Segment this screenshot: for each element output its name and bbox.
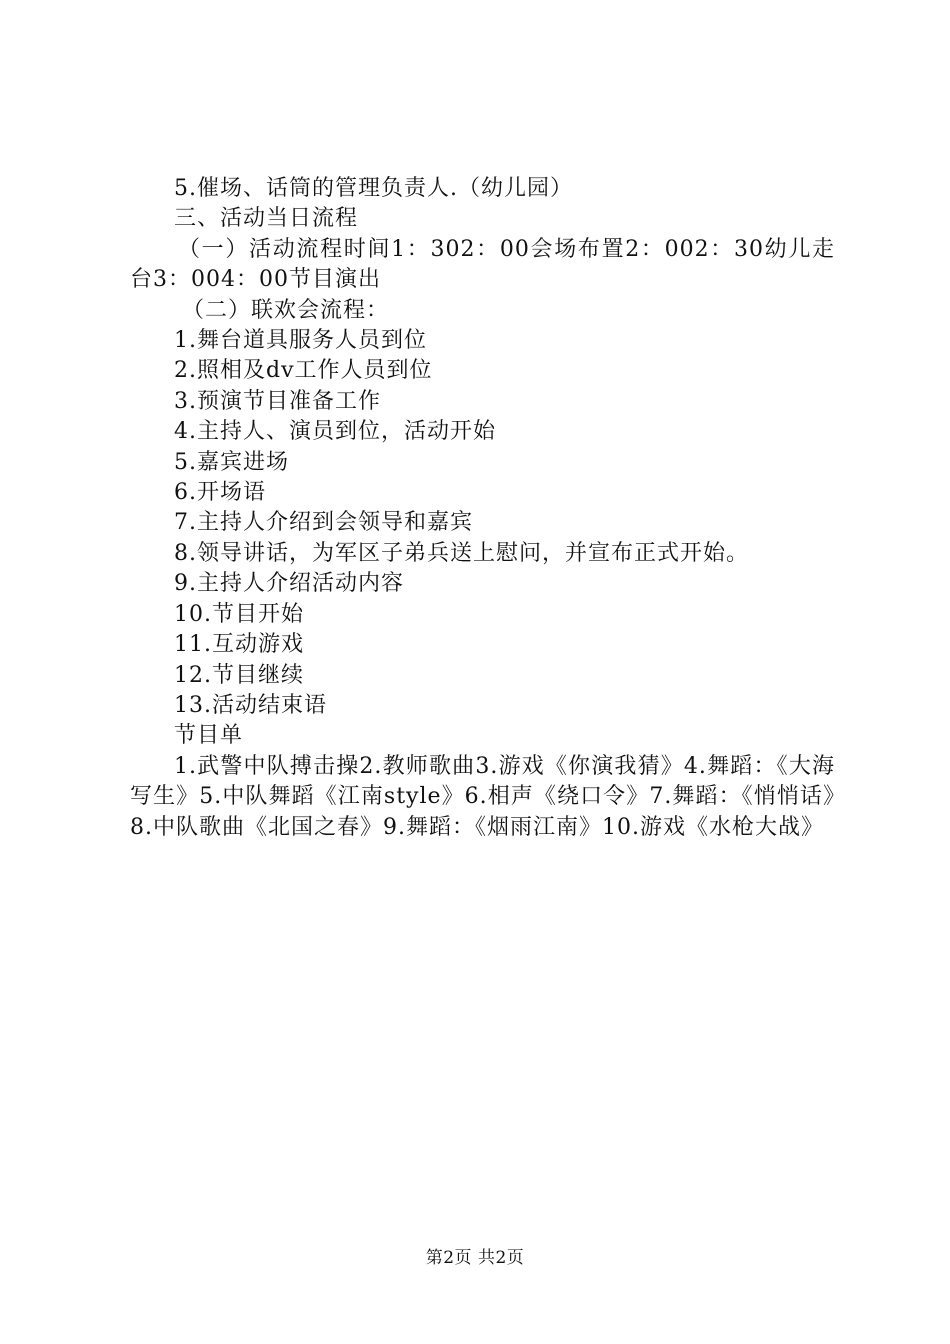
list-item: 9.主持人介绍活动内容 — [174, 571, 404, 597]
list-item: 2.照相及dv工作人员到位 — [174, 358, 433, 384]
list-item: 5.嘉宾进场 — [174, 449, 289, 475]
paragraph-item-5-responsible: 5.催场、话筒的管理负责人.（幼儿园） — [174, 176, 573, 201]
list-item: 12.节目继续 — [174, 662, 304, 688]
list-item: 3.预演节目准备工作 — [174, 388, 381, 414]
list-item: 10.节目开始 — [174, 601, 304, 627]
program-list-heading: 节目单 — [174, 723, 244, 749]
section-heading-day-process: 三、活动当日流程 — [174, 206, 359, 232]
list-item: 6.开场语 — [174, 480, 266, 506]
list-item: 7.主持人介绍到会领导和嘉宾 — [174, 510, 473, 536]
list-item: 8.领导讲话，为军区子弟兵送上慰问，并宣布正式开始。 — [174, 540, 749, 566]
list-item: 13.活动结束语 — [174, 692, 327, 718]
list-item: 11.互动游戏 — [174, 632, 304, 658]
program-list-paragraph: 1.武警中队搏击操2.教师歌曲3.游戏《你演我猜》4.舞蹈：《大海写生》5.中队舞蹈《江南style》6.相声《绕口令》7.舞蹈：《悄悄话》8.中队歌曲《北国之春》9.舞蹈：《烟雨江南》10.游戏《水枪大战》 — [130, 753, 835, 840]
subheading-party-process: （二）联欢会流程： — [182, 297, 390, 323]
paragraph-schedule-times: （一）活动流程时间1：302：00会场布置2：002：30幼儿走台3：004：00节目演出 — [130, 236, 835, 293]
page-footer: 第2页 共2页 — [425, 1248, 525, 1268]
document-body — [130, 174, 835, 843]
list-item: 1.舞台道具服务人员到位 — [174, 328, 427, 354]
list-item: 4.主持人、演员到位，活动开始 — [174, 419, 496, 445]
